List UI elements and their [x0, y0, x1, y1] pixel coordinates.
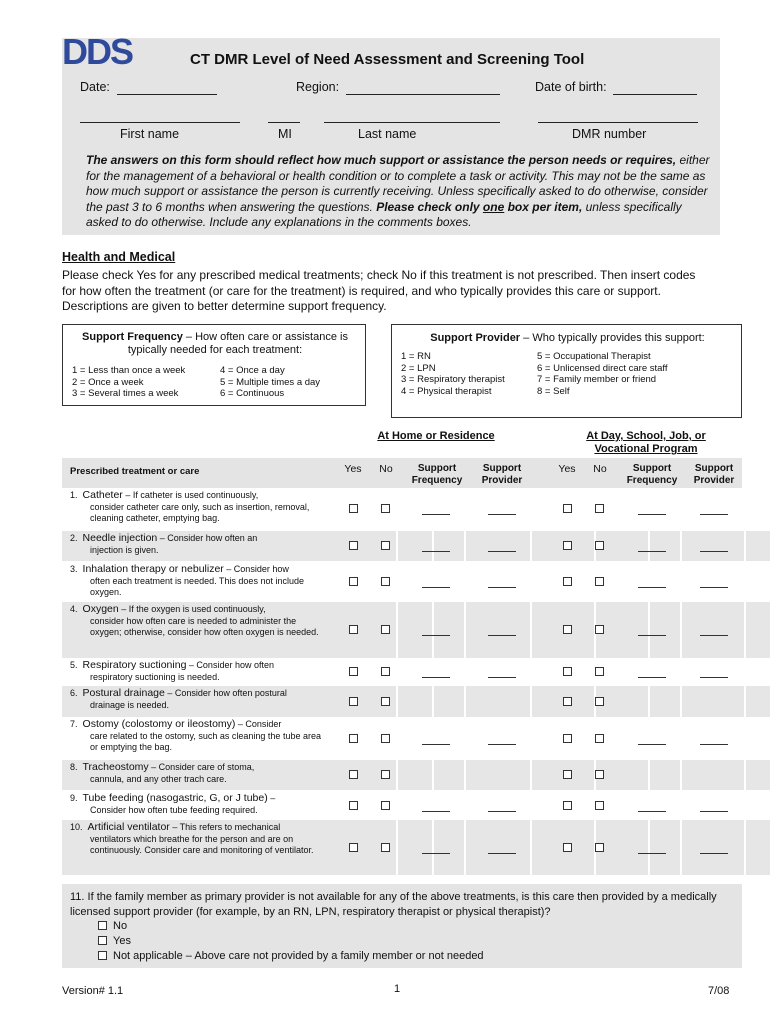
treatment-label [70, 533, 325, 556]
dmr-number-field[interactable] [538, 122, 698, 123]
table-row [62, 658, 742, 686]
home-yes-checkbox[interactable] [349, 734, 358, 743]
row-shade [746, 820, 770, 875]
row-number: 4. [70, 604, 78, 614]
home-yes-checkbox[interactable] [349, 541, 358, 550]
home-provider-field[interactable] [488, 744, 516, 745]
treatment-name: Postural drainage [82, 687, 165, 699]
row-shade [398, 686, 432, 717]
section-title: Health and Medical [62, 250, 176, 264]
dob-field[interactable] [613, 94, 697, 95]
home-provider-field[interactable] [488, 677, 516, 678]
form-instructions: The answers on this form should reflect how much support or assistance the person needs or requires, either for the management of a behavioral or health condition or to complete a task or activity. This may not be the same as how much support or assistance the person is currently receiving. Unless specifically asked to do otherwise, consider the past 3 to 6 months when answering the questions. Please check only one box per item, unless specifically asked to do otherwise. Include any explanations in the comments boxes. [86, 153, 710, 229]
treatment-name: Tube feeding (nasogastric, G, or J tube) [82, 792, 268, 804]
row-shade [650, 820, 680, 875]
treatment-description: care related to the ostomy, such as cleaning the tube area or emptying the bag. [90, 730, 321, 752]
row-shade [650, 602, 680, 658]
home-no-header: No [379, 463, 393, 475]
day-no-checkbox[interactable] [595, 770, 604, 779]
day-frequency-field[interactable] [638, 744, 666, 745]
home-no-checkbox[interactable] [381, 667, 390, 676]
day-provider-field[interactable] [700, 514, 728, 515]
treatment-hint: – [267, 793, 276, 803]
row-number: 10. [70, 822, 83, 832]
treatment-label [70, 719, 325, 754]
day-no-checkbox[interactable] [595, 504, 604, 513]
row-shade [650, 531, 680, 561]
day-frequency-field[interactable] [638, 514, 666, 515]
home-provider-field[interactable] [488, 551, 516, 552]
row-shade [650, 760, 680, 790]
treatment-label [70, 604, 325, 639]
home-frequency-field[interactable] [422, 744, 450, 745]
treatment-description: often each treatment is needed. This does not include oxygen. [90, 575, 304, 597]
home-no-checkbox[interactable] [381, 843, 390, 852]
home-yes-header: Yes [344, 463, 362, 475]
treatment-hint: – Consider [235, 719, 282, 729]
day-yes-checkbox[interactable] [563, 625, 572, 634]
checkbox[interactable] [98, 951, 107, 960]
last-name-field[interactable] [324, 122, 500, 123]
home-no-checkbox[interactable] [381, 577, 390, 586]
treatment-hint: – If the oxygen is used continuously, [118, 604, 266, 614]
day-no-checkbox[interactable] [595, 734, 604, 743]
treatment-label [70, 793, 325, 816]
last-name-label: Last name [358, 127, 417, 141]
home-yes-checkbox[interactable] [349, 770, 358, 779]
home-frequency-field[interactable] [422, 811, 450, 812]
treatment-description: consider how often care is needed to administer the oxygen; otherwise, consider how often oxygen is needed. [90, 615, 319, 637]
home-provider-field[interactable] [488, 635, 516, 636]
support-frequency-legend: Support Frequency – How often care or assistance is typically needed for each treatment: 1 = Less than once a week 2 = Once a week 3 = Several times a week 4 = Once a day 5 = Multiple times a day 6 = Continuous [62, 324, 366, 406]
treatment-name: Respiratory suctioning [82, 659, 187, 671]
home-frequency-header: Support Frequency [411, 463, 463, 486]
home-frequency-field[interactable] [422, 635, 450, 636]
row-number: 3. [70, 564, 78, 574]
day-yes-checkbox[interactable] [563, 734, 572, 743]
row-shade [434, 531, 464, 561]
home-frequency-field[interactable] [422, 551, 450, 552]
row-shade [682, 686, 744, 717]
treatment-label [70, 564, 325, 599]
row-shade [398, 760, 432, 790]
home-no-checkbox[interactable] [381, 504, 390, 513]
day-no-header: No [593, 463, 607, 475]
section-description: Please check Yes for any prescribed medical treatments; check No if this treatment is not prescribed. Then insert codes for how often the treatment (or care for the treatment) is required, and who typically provides this care or support. Descriptions are given to better determine support frequency. [62, 268, 696, 313]
row-shade [398, 602, 432, 658]
day-provider-field[interactable] [700, 551, 728, 552]
row-number: 8. [70, 762, 78, 772]
q11-option-no[interactable]: No [98, 919, 127, 933]
provider-codes-col2: 5 = Occupational Therapist 6 = Unlicensed direct care staff 7 = Family member or friend 8 = Self [537, 351, 668, 397]
home-no-checkbox[interactable] [381, 734, 390, 743]
table-row [62, 717, 742, 760]
day-frequency-field[interactable] [638, 635, 666, 636]
row-shade [746, 531, 770, 561]
day-no-checkbox[interactable] [595, 801, 604, 810]
treatment-description: ventilators which breathe for the person and are on continuously. Consider care and monitoring of ventilator. [90, 833, 314, 855]
day-provider-field[interactable] [700, 744, 728, 745]
day-provider-field[interactable] [700, 853, 728, 854]
table-row [62, 602, 742, 658]
row-shade [682, 820, 744, 875]
day-yes-checkbox[interactable] [563, 843, 572, 852]
row-number: 2. [70, 533, 78, 543]
row-shade [682, 760, 744, 790]
day-yes-checkbox[interactable] [563, 697, 572, 706]
day-yes-header: Yes [558, 463, 576, 475]
checkbox[interactable] [98, 921, 107, 930]
row-shade [466, 760, 530, 790]
support-provider-legend: Support Provider – Who typically provides this support: 1 = RN 2 = LPN 3 = Respiratory therapist 4 = Physical therapist 5 = Occupational Therapist 6 = Unlicensed direct care staff 7 = Family member or friend 8 = Self [391, 324, 742, 418]
table-row [62, 488, 742, 530]
day-frequency-field[interactable] [638, 587, 666, 588]
day-frequency-field[interactable] [638, 853, 666, 854]
table-row [62, 562, 742, 602]
treatment-name: Tracheostomy [82, 761, 149, 773]
day-program-group-header: At Day, School, Job, or Vocational Program [586, 430, 706, 455]
row-number: 5. [70, 660, 78, 670]
q11-option-not-applicable[interactable]: Not applicable – Above care not provided by a family member or not needed [98, 949, 484, 963]
home-frequency-field[interactable] [422, 587, 450, 588]
row-shade [434, 686, 464, 717]
day-provider-field[interactable] [700, 677, 728, 678]
row-shade [466, 531, 530, 561]
footer-page-number: 1 [394, 983, 401, 995]
treatment-name: Inhalation therapy or nebulizer [82, 563, 224, 575]
home-frequency-field[interactable] [422, 853, 450, 854]
treatment-label [70, 762, 325, 785]
home-provider-header: Support Provider [481, 463, 523, 486]
question-11 [62, 884, 742, 968]
home-yes-checkbox[interactable] [349, 504, 358, 513]
dds-logo: DDS [62, 31, 133, 72]
treatment-hint: – Consider how [223, 564, 289, 574]
treatment-column-header: Prescribed treatment or care [70, 466, 200, 477]
day-provider-field[interactable] [700, 635, 728, 636]
row-shade [746, 602, 770, 658]
provider-codes-col1: 1 = RN 2 = LPN 3 = Respiratory therapist 4 = Physical therapist [401, 351, 505, 397]
row-shade [682, 531, 744, 561]
home-provider-field[interactable] [488, 853, 516, 854]
home-provider-field[interactable] [488, 811, 516, 812]
treatment-name: Ostomy (colostomy or ileostomy) [82, 718, 236, 730]
row-shade [398, 531, 432, 561]
mi-field[interactable] [268, 122, 300, 123]
treatment-hint: – If catheter is used continuously, [122, 490, 259, 500]
day-provider-header: Support Provider [693, 463, 735, 486]
day-no-checkbox[interactable] [595, 667, 604, 676]
row-number: 1. [70, 490, 78, 500]
question-11-text: 11. If the family member as primary provider is not available for any of the above treatments, is this care then provided by a medically licensed support provider (for example, by an RN, LPN, respiratory therapist or physical therapist)? [70, 891, 717, 918]
home-no-checkbox[interactable] [381, 625, 390, 634]
home-yes-checkbox[interactable] [349, 667, 358, 676]
day-frequency-field[interactable] [638, 551, 666, 552]
row-shade [398, 820, 432, 875]
row-shade [746, 686, 770, 717]
treatment-name: Oxygen [82, 603, 119, 615]
day-frequency-field[interactable] [638, 811, 666, 812]
region-field[interactable] [346, 94, 500, 95]
date-label: Date: [80, 80, 110, 94]
treatment-description: injection is given. [90, 544, 159, 555]
checkbox[interactable] [98, 936, 107, 945]
treatment-description: Consider how often tube feeding required. [90, 804, 258, 815]
day-yes-checkbox[interactable] [563, 770, 572, 779]
home-provider-field[interactable] [488, 514, 516, 515]
region-label: Region: [296, 80, 340, 94]
first-name-label: First name [120, 127, 180, 141]
home-frequency-field[interactable] [422, 514, 450, 515]
row-shade [746, 760, 770, 790]
day-frequency-field[interactable] [638, 677, 666, 678]
treatment-label [70, 688, 325, 711]
day-yes-checkbox[interactable] [563, 504, 572, 513]
treatment-name: Artificial ventilator [87, 821, 170, 833]
day-frequency-header: Support Frequency [626, 463, 678, 486]
home-yes-checkbox[interactable] [349, 577, 358, 586]
treatment-hint: – Consider how often postural [164, 688, 287, 698]
home-yes-checkbox[interactable] [349, 697, 358, 706]
table-row [62, 760, 742, 790]
day-provider-field[interactable] [700, 811, 728, 812]
row-shade [650, 686, 680, 717]
day-yes-checkbox[interactable] [563, 577, 572, 586]
footer-version: Version# 1.1 [62, 985, 124, 997]
row-number: 6. [70, 688, 78, 698]
treatment-hint: – Consider how often [186, 660, 274, 670]
home-frequency-field[interactable] [422, 677, 450, 678]
treatment-name: Needle injection [82, 532, 158, 544]
row-shade [434, 820, 464, 875]
row-shade [434, 602, 464, 658]
dmr-number-label: DMR number [572, 127, 647, 141]
day-yes-checkbox[interactable] [563, 801, 572, 810]
home-provider-field[interactable] [488, 587, 516, 588]
treatment-hint: – Consider care of stoma, [148, 762, 255, 772]
treatment-description: respiratory suctioning is needed. [90, 671, 220, 682]
treatment-label [70, 490, 325, 525]
day-no-checkbox[interactable] [595, 843, 604, 852]
home-group-header: At Home or Residence [377, 430, 495, 442]
frequency-codes-col2: 4 = Once a day 5 = Multiple times a day 6 = Continuous [220, 365, 321, 399]
treatment-label [70, 822, 325, 857]
treatment-hint: – This refers to mechanical [169, 822, 281, 832]
frequency-codes-col1: 1 = Less than once a week 2 = Once a week 3 = Several times a week [72, 365, 186, 399]
row-shade [466, 820, 530, 875]
table-row [62, 531, 742, 561]
treatment-name: Catheter [82, 489, 123, 501]
home-yes-checkbox[interactable] [349, 625, 358, 634]
first-name-field[interactable] [80, 122, 240, 123]
home-no-checkbox[interactable] [381, 541, 390, 550]
home-yes-checkbox[interactable] [349, 801, 358, 810]
table-row [62, 820, 742, 875]
day-no-checkbox[interactable] [595, 541, 604, 550]
row-number: 7. [70, 719, 78, 729]
date-field[interactable] [117, 94, 217, 95]
form-title: CT DMR Level of Need Assessment and Screening Tool [190, 51, 585, 68]
mi-label: MI [278, 127, 292, 141]
home-yes-checkbox[interactable] [349, 843, 358, 852]
day-no-checkbox[interactable] [595, 697, 604, 706]
home-no-checkbox[interactable] [381, 770, 390, 779]
home-no-checkbox[interactable] [381, 697, 390, 706]
day-no-checkbox[interactable] [595, 577, 604, 586]
table-row [62, 686, 742, 717]
treatment-description: consider catheter care only, such as insertion, removal, cleaning catheter, emptying bag. [90, 501, 310, 523]
row-shade [466, 686, 530, 717]
row-shade [434, 760, 464, 790]
treatment-description: cannula, and any other trach care. [90, 773, 227, 784]
day-yes-checkbox[interactable] [563, 541, 572, 550]
row-shade [466, 602, 530, 658]
treatment-hint: – Consider how often an [157, 533, 258, 543]
dob-label: Date of birth: [535, 80, 607, 94]
day-yes-checkbox[interactable] [563, 667, 572, 676]
footer-date: 7/08 [708, 985, 730, 997]
home-no-checkbox[interactable] [381, 801, 390, 810]
day-provider-field[interactable] [700, 587, 728, 588]
day-no-checkbox[interactable] [595, 625, 604, 634]
q11-option-yes[interactable]: Yes [98, 934, 131, 948]
treatment-description: drainage is needed. [90, 699, 170, 710]
table-row [62, 791, 742, 820]
treatment-label [70, 660, 325, 683]
row-shade [682, 602, 744, 658]
row-number: 9. [70, 793, 78, 803]
